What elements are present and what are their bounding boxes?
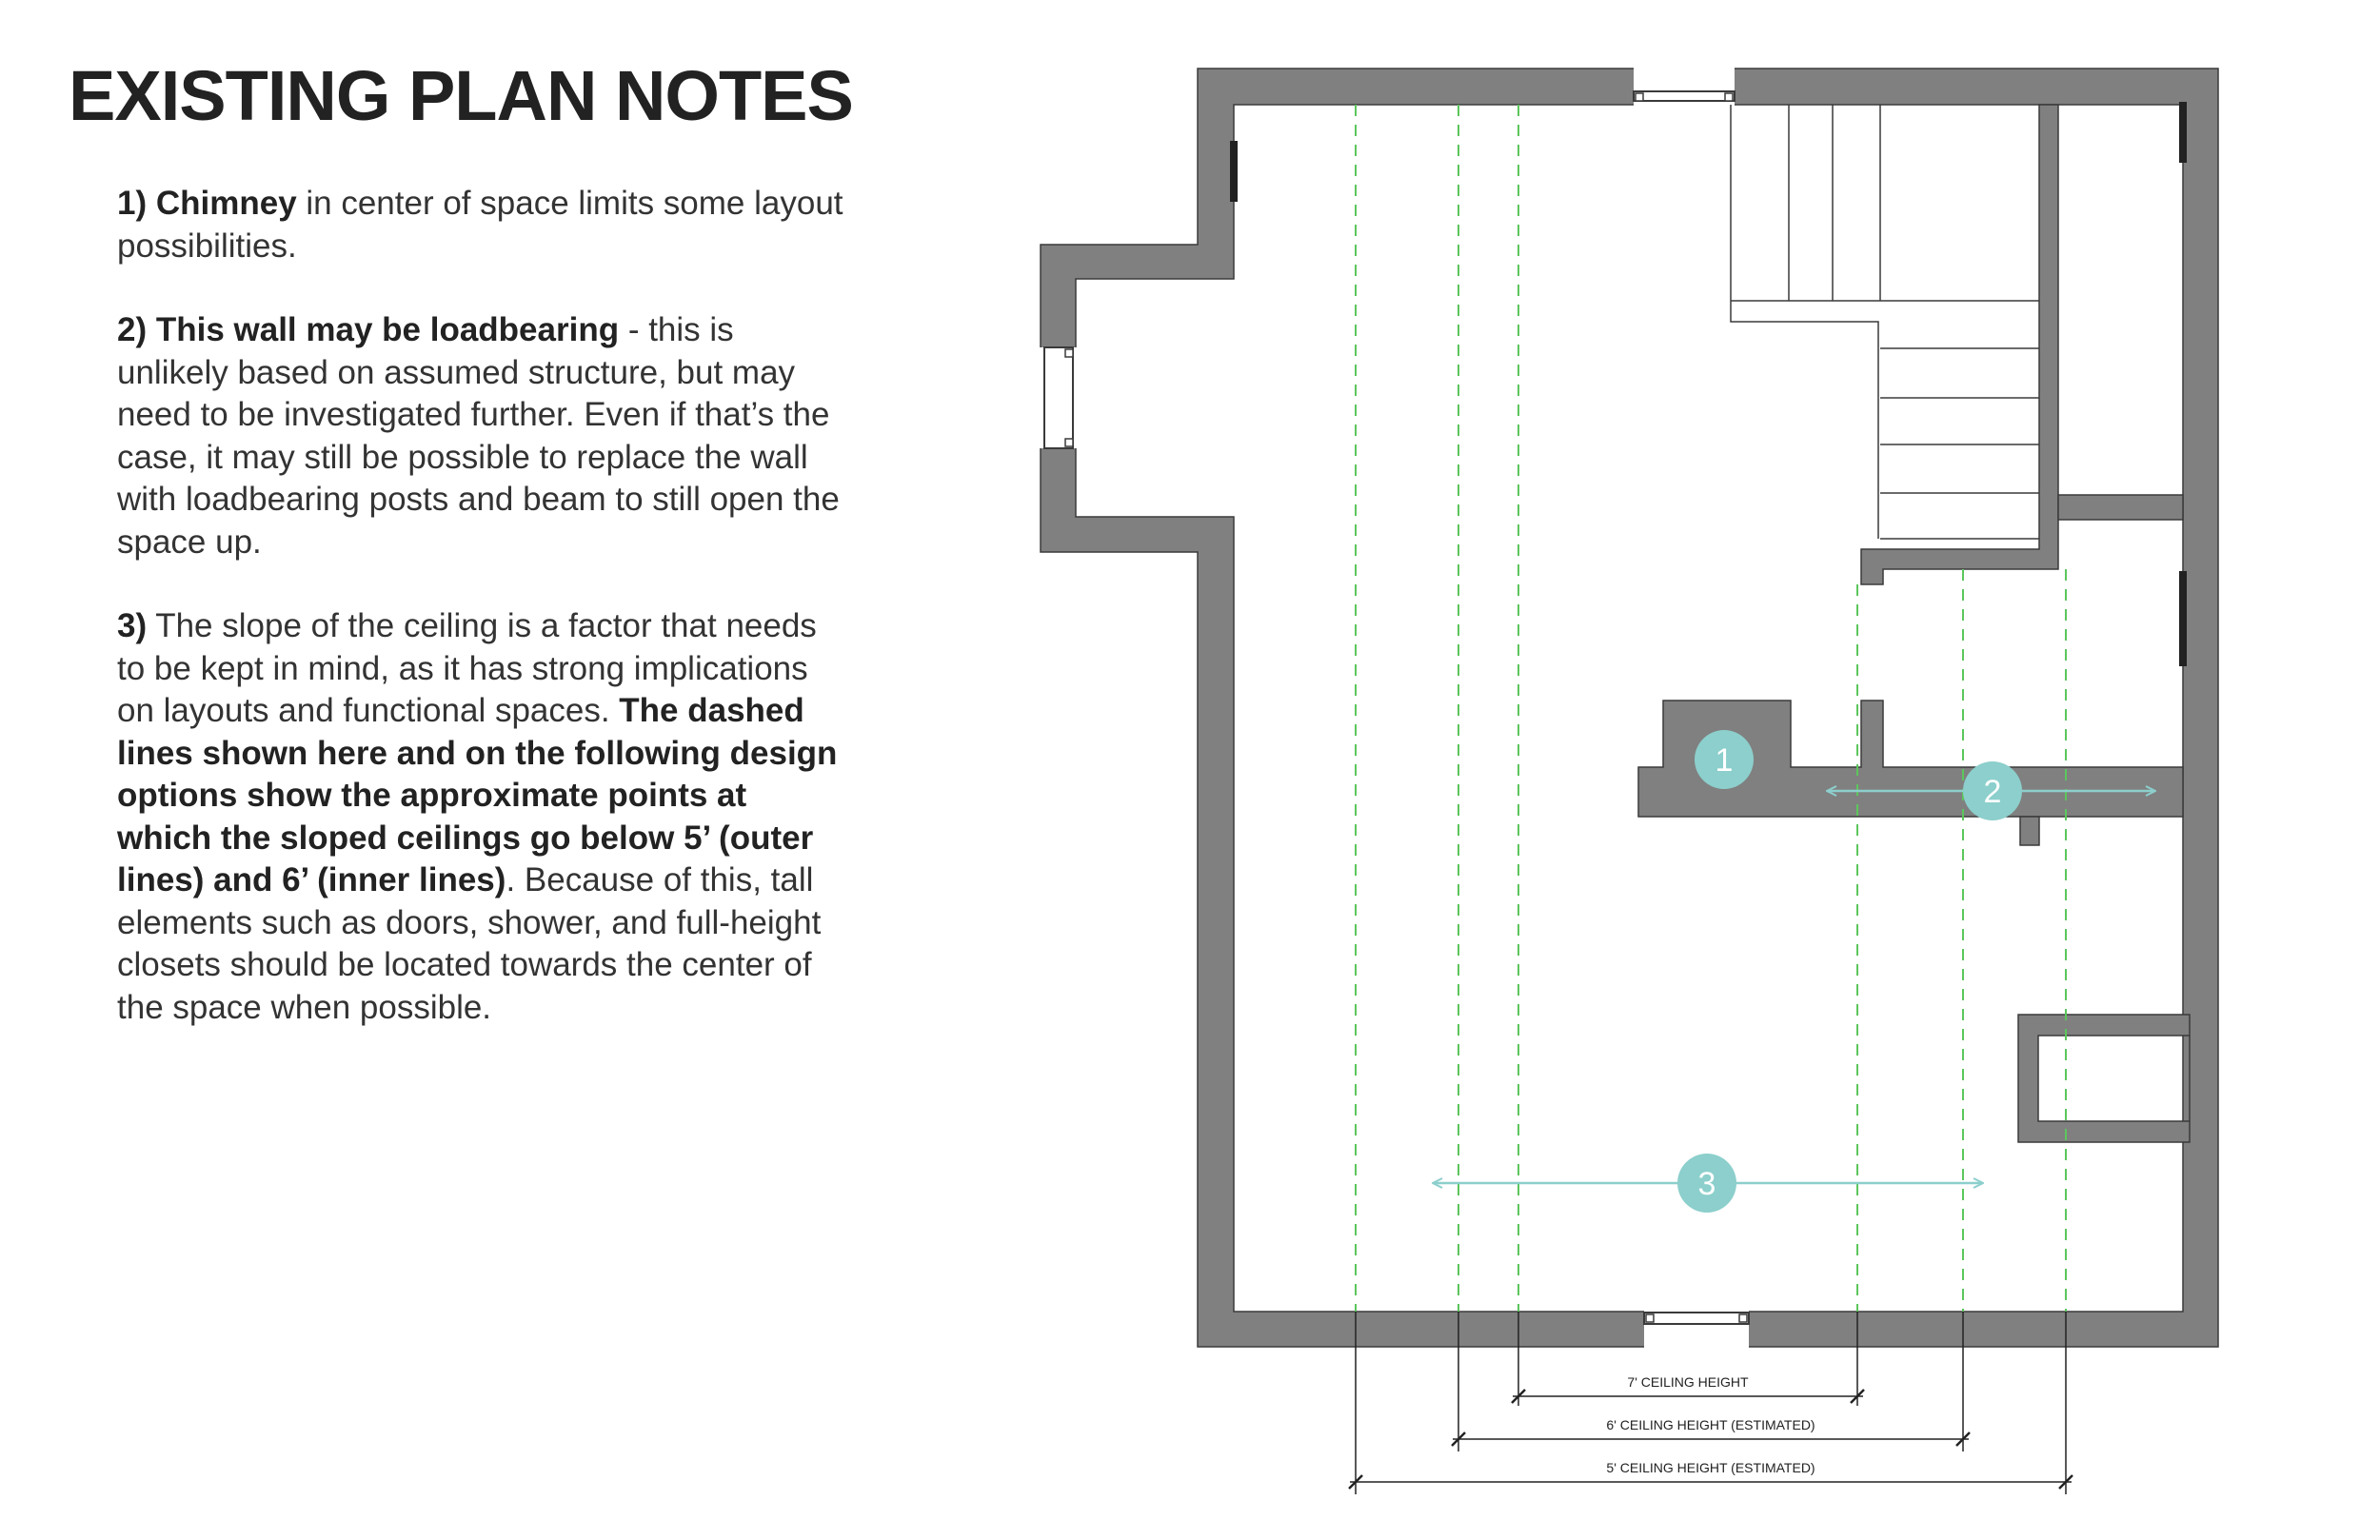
closet-wall [2058, 495, 2183, 520]
marker-3-label: 3 [1697, 1166, 1716, 1202]
note-2-lead: 2) This wall may be loadbearing [117, 311, 620, 348]
dim-label-5ft: 5' CEILING HEIGHT (ESTIMATED) [1606, 1460, 1815, 1475]
window-left [1040, 347, 1078, 448]
interior-walls [1638, 105, 2190, 1142]
note-2-text: - this is unlikely based on assumed structure, but may need to be investigated further. Even if that’s the case, it may still be possible to replace the wall with loadbearing posts and beam to still open the space up. [117, 311, 840, 561]
note-1-lead: 1) Chimney [117, 185, 297, 222]
page-title: EXISTING PLAN NOTES [69, 56, 853, 135]
note-3-bold: The dashed lines shown here and on the following design options show the approximate points at which the sloped ceilings go below 5’ (outer lines) and 6’ (inner lines) [117, 692, 838, 898]
note-3-lead: 3) [117, 607, 148, 644]
window-right-mid [2179, 571, 2187, 666]
wall-stub [2020, 817, 2039, 845]
stair [1731, 105, 2039, 539]
marker-2-label: 2 [1983, 774, 2002, 810]
note-3-text: The slope of the ceiling is a factor that needs to be kept in mind, as it has strong implications on layouts and functional spaces. [117, 607, 817, 729]
stair-wall [1861, 105, 2058, 584]
dim-label-7ft: 7' CEILING HEIGHT [1627, 1374, 1749, 1390]
window-left-upper [1230, 141, 1238, 202]
window-right-upper [2179, 102, 2187, 163]
dim-label-6ft: 6' CEILING HEIGHT (ESTIMATED) [1606, 1417, 1815, 1432]
window-bottom [1644, 1311, 1749, 1349]
marker-1-label: 1 [1715, 742, 1734, 779]
bottom-right-box [2018, 1015, 2190, 1142]
window-top [1634, 68, 1735, 106]
note-3-text-end: . Because of this, tall elements such as doors, shower, and full-height closets should be located towards the center of the space when possible. [117, 861, 822, 1026]
note-1-text: in center of space limits some layout possibilities. [117, 185, 843, 265]
